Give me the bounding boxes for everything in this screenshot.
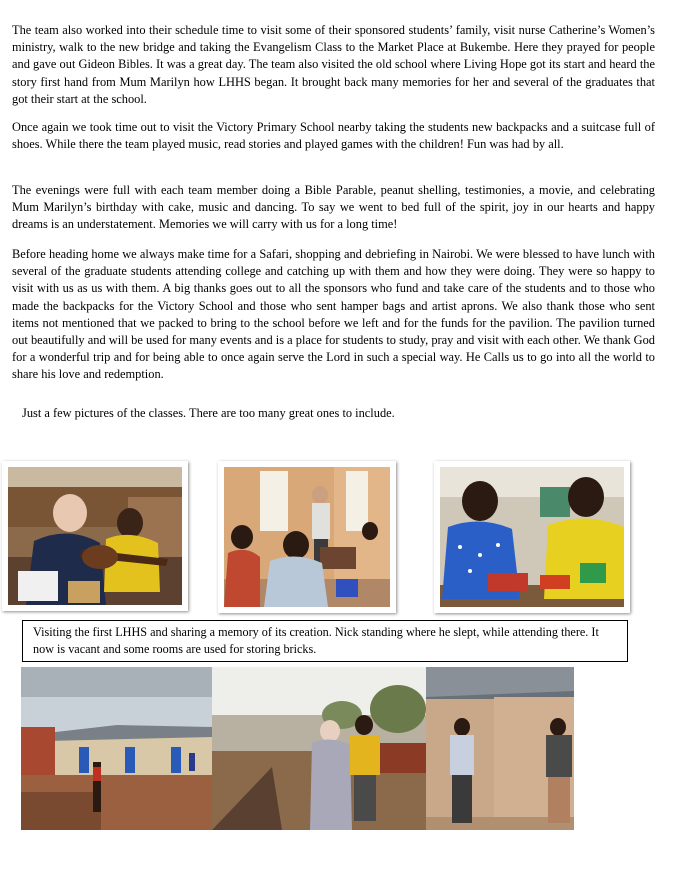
photo-craft-class	[434, 461, 630, 613]
photo-guitar-class-image	[8, 467, 182, 605]
photo-old-school-image	[21, 667, 212, 830]
photo-vacant-room	[426, 667, 574, 830]
photo-classroom-image	[224, 467, 390, 607]
paragraph-victory-school: Once again we took time out to visit the Victory Primary School nearby taking the students new backpacks and a suitcase full of shoes. While there the team played music, read stories and played games with the children! Fun was had by all.	[12, 120, 655, 152]
photo-classroom	[218, 461, 396, 613]
paragraph-pictures-intro: Just a few pictures of the classes. There are too many great ones to include.	[22, 406, 395, 420]
paragraph-heading-home: Before heading home we always make time for a Safari, shopping and debriefing in Nairobi. We were blessed to have lunch with several of the graduate students attending college and catching up with them and how they were doing. They were so happy to visit with us as us with them. A big thanks goes out to all the sponsors who fund and take care of the students and to those who made the backpacks for the Victory School and those who sent hamper bags and artist aprons. We also thank those who sent items not mentioned that we packed to bring to the school before we left and for the funds for the pavilion. The pavilion turned out beautifully and will be used for many events and is a place for students to study, pray and visit with each other. We thank God for a wonderful trip and for being able to once again serve the Lord in such a special way. He Calls us to go into all the world to share his love and redemption.	[12, 247, 655, 382]
photo-caption: Visiting the first LHHS and sharing a memory of its creation. Nick standing where he slept, while attending there. It now is vacant and some rooms are used for storing bricks.	[22, 620, 628, 662]
photo-old-school	[21, 667, 212, 830]
paragraph-schedule-visits: The team also worked into their schedule time to visit some of their sponsored students’ family, visit nurse Catherine’s Women’s ministry, walk to the new bridge and taking the Evangelism Class to the Market Place at Bukembe. Here they prayed for people and gave out Gideon Bibles. It was a great day. The team also visited the old school where Living Hope got its start and heard the story first hand from Mum Marilyn how LHHS began. It brought back many memories for her and several of the graduates that got their start at the school.	[12, 23, 655, 106]
photo-guitar-class	[2, 461, 188, 611]
photo-vacant-room-image	[426, 667, 574, 830]
paragraph-evenings: The evenings were full with each team member doing a Bible Parable, peanut shelling, testimonies, a movie, and celebrating Mum Marilyn’s birthday with cake, music and dancing. To say we went to bed full of the spirit, joy in our hearts and happy dreams is an understatement. Memories we will carry with us for a long time!	[12, 183, 655, 232]
photo-walking-image	[212, 667, 426, 830]
photo-walking	[212, 667, 426, 830]
photo-craft-class-image	[440, 467, 624, 607]
